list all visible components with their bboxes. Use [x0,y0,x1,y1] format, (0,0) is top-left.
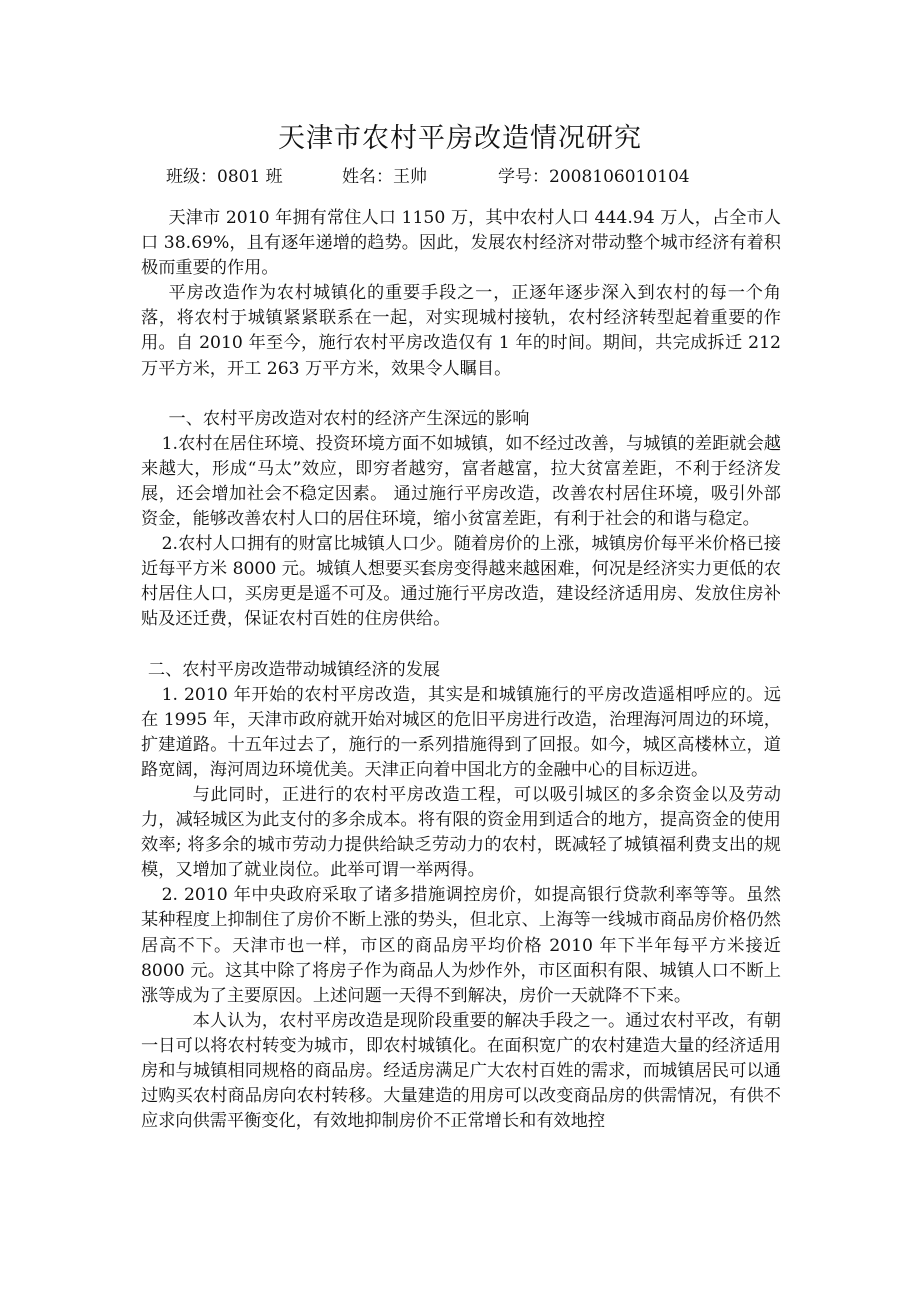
student-id-label: 学号：2008106010104 [498,167,690,187]
document-body [141,206,781,1134]
section-2-paragraph-2: 与此同时，正进行的农村平房改造工程，可以吸引城区的多余资金以及劳动力，减轻城区为此支付的多余成本。将有限的资金用到适合的地方，提高资金的使用效率; 将多余的城市劳动力提供给缺乏劳动力的农村，既减轻了城镇福利费支出的规模，又增加了就业岗位。此举可谓一举两得。 [141,784,781,881]
spacer [141,633,781,658]
section-1-paragraph-1: 1.农村在居住环境、投资环境方面不如城镇，如不经过改善，与城镇的差距就会越来越大，形成“马太”效应，即穷者越穷，富者越富，拉大贫富差距，不利于经济发展，还会增加社会不稳定因素。 通过施行平房改造，改善农村居住环境，吸引外部资金，能够改善农村人口的居住环境，缩小贫富差距，有利于社会的和谐与稳定。 [141,433,781,530]
section-2-heading: 二、农村平房改造带动城镇经济的发展 [147,659,441,680]
page-title: 天津市农村平房改造情况研究 [278,123,642,154]
section-2-paragraph-4: 本人认为，农村平房改造是现阶段重要的解决手段之一。通过农村平改，有朝一日可以将农村转变为城市，即农村城镇化。在面积宽广的农村建造大量的经济适用房和与城镇相同规格的商品房。经适房满足广大农村百姓的需求，而城镇居民可以通过购买农村商品房向农村转移。大量建造的用房可以改变商品房的供需情况，有供不应求向供需平衡变化，有效地抑制房价不正常增长和有效地控 [141,1010,781,1132]
section-1-heading: 一、农村平房改造对农村的经济产生深远的影响 [168,408,530,429]
name-label: 姓名：王帅 [342,167,427,187]
intro-paragraph-1: 天津市 2010 年拥有常住人口 1150 万，其中农村人口 444.94 万人，占全市人口 38.69%，且有逐年递增的趋势。因此，发展农村经济对带动整个城市经济有着积极而重要的作用。 [141,208,781,279]
section-2-paragraph-3: 2. 2010 年中央政府采取了诸多措施调控房价，如提高银行贷款利率等等。虽然某种程度上抑制住了房价不断上涨的势头，但北京、上海等一线城市商品房价格仍然居高不下。天津市也一样，市区的商品房平均价格 2010 年下半年每平方米接近 8000 元。这其中除了将房子作为商品人为炒作外，市区面积有限、城镇人口不断上涨等成为了主要原因。上述问题一天得不到解决，房价一天就降不下来。 [141,885,781,1006]
section-1-paragraph-2: 2.农村人口拥有的财富比城镇人口少。随着房价的上涨，城镇房价每平米价格已接近每平方米 8000 元。城镇人想要买套房变得越来越困难，何况是经济实力更低的农村居住人口，买房更是遥不可及。通过施行平房改造，建设经济适用房、发放住房补贴及还迁费，保证农村百姓的住房供给。 [141,534,781,630]
spacer [141,382,781,407]
intro-paragraph-2: 平房改造作为农村城镇化的重要手段之一，正逐年逐步深入到农村的每一个角落，将农村于城镇紧紧联系在一起，对实现城村接轨，农村经济转型起着重要的作用。自 2010 年至今，施行农村平房改造仅有 1 年的时间。期间，共完成拆迁 212 万平方米，开工 263 万平方米，效果令人瞩目。 [141,283,781,379]
class-label: 班级：0801 班 [166,167,283,187]
author-meta [166,162,690,187]
section-2-paragraph-1: 1. 2010 年开始的农村平房改造，其实是和城镇施行的平房改造遥相呼应的。远在 1995 年，天津市政府就开始对城区的危旧平房进行改造，治理海河周边的环境，扩建道路。十五年过去了，施行的一系列措施得到了回报。如今，城区高楼林立，道路宽阔，海河周边环境优美。天津正向着中国北方的金融中心的目标迈进。 [141,684,781,780]
